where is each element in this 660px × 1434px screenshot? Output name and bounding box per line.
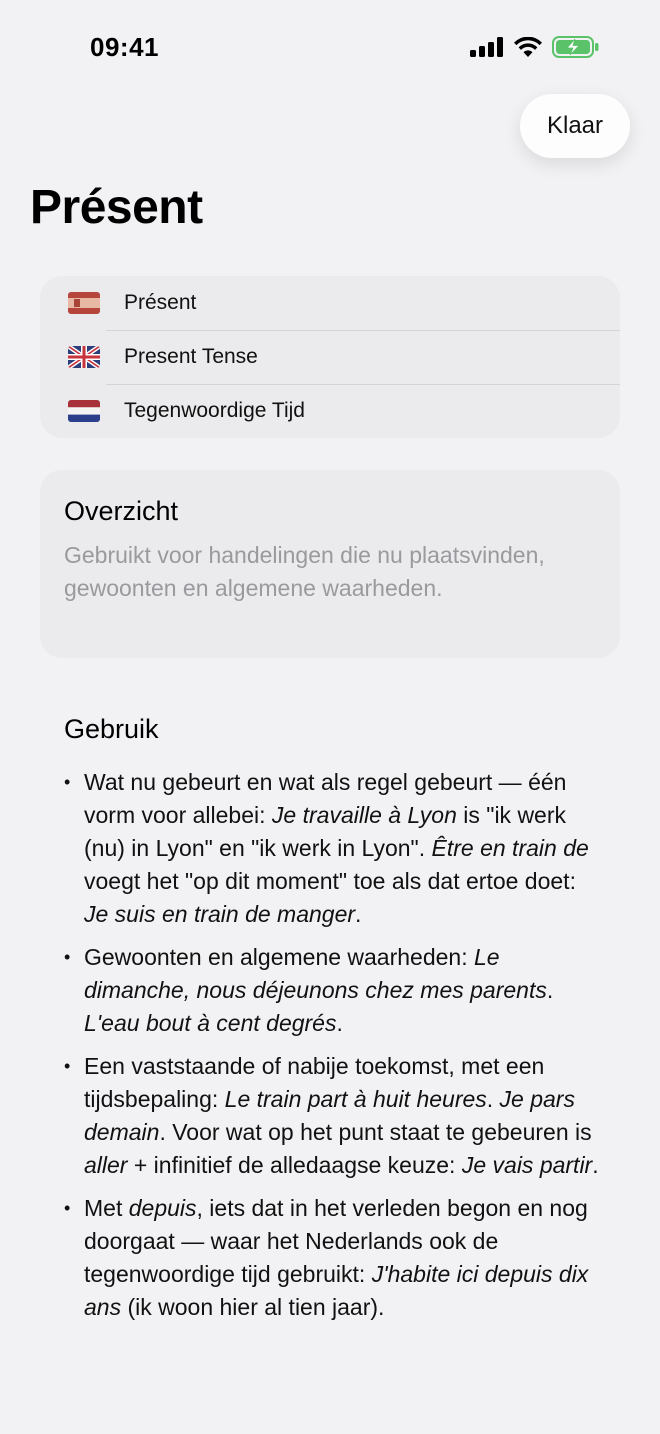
usage-text: Gewoonten en algemene waarheden: [84, 944, 475, 970]
example-text: Je vais partir [461, 1152, 593, 1178]
usage-title: Gebruik [64, 714, 159, 744]
usage-item [64, 1192, 604, 1324]
example-text: L'eau bout à cent degrés [84, 1010, 337, 1036]
usage-text: + infinitief de alledaagse keuze: [127, 1152, 462, 1178]
example-text: aller [84, 1152, 128, 1178]
status-time: 09:41 [90, 32, 159, 62]
battery-charging-icon [552, 36, 600, 58]
usage-text: Een vaststaande of nabije toekomst, met een tijdsbepaling: [84, 1053, 545, 1112]
example-text: J'habite ici depuis dix ans [84, 1261, 589, 1320]
usage-text: . [336, 1010, 343, 1036]
done-button[interactable]: Klaar [520, 94, 630, 158]
overview-text: Gebruikt voor handelingen die nu plaatsvinden, gewoonten en algemene waarheden. [64, 542, 545, 601]
usage-text: . [355, 901, 362, 927]
language-names-card [40, 276, 620, 438]
usage-text: voegt het "op dit moment" toe als dat ertoe doet: [84, 868, 576, 894]
example-text: Le train part à huit heures [224, 1086, 487, 1112]
status-icons [470, 36, 600, 58]
language-row-dutch [40, 384, 620, 438]
overview-card [40, 470, 620, 658]
page-title: Présent [30, 181, 203, 234]
overview-title: Overzicht [64, 496, 179, 526]
usage-text: . Voor wat op het punt staat te gebeuren is [159, 1119, 592, 1145]
usage-text: (ik woon hier al tien jaar). [121, 1294, 385, 1320]
dutch-flag-icon [68, 400, 100, 422]
language-label: Present Tense [124, 345, 258, 368]
usage-text: Met [84, 1195, 129, 1221]
example-text: Je pars demain [84, 1086, 575, 1145]
status-bar [0, 0, 660, 96]
usage-text: is "ik werk (nu) in Lyon" en "ik werk in Lyon". [84, 802, 567, 861]
example-text: Être en train de [431, 835, 589, 861]
language-label: Présent [124, 291, 197, 314]
usage-list [64, 766, 604, 1334]
usage-text: , iets dat in het verleden begon en nog doorgaat — waar het Nederlands ook de tegenwoordige tijd gebruikt: [84, 1195, 588, 1287]
example-text: Le dimanche, nous déjeunons chez mes parents [84, 944, 547, 1003]
usage-text: . [486, 1086, 500, 1112]
example-text: Je travaille à Lyon [271, 802, 457, 828]
usage-item [64, 1050, 604, 1182]
wifi-icon [514, 37, 542, 57]
french-flag-icon [68, 292, 100, 314]
uk-flag-icon [68, 346, 100, 368]
signal-icon [470, 37, 504, 57]
usage-text: Wat nu gebeurt en wat als regel gebeurt — één vorm voor allebei: [84, 769, 567, 828]
language-row-english [40, 330, 620, 384]
language-label: Tegenwoordige Tijd [124, 399, 305, 422]
usage-item [64, 941, 604, 1040]
language-row-french [40, 276, 620, 330]
usage-item [64, 766, 604, 931]
example-text: depuis [128, 1195, 197, 1221]
usage-text: . [546, 977, 554, 1003]
usage-text: . [592, 1152, 599, 1178]
example-text: Je suis en train de manger [84, 901, 356, 927]
